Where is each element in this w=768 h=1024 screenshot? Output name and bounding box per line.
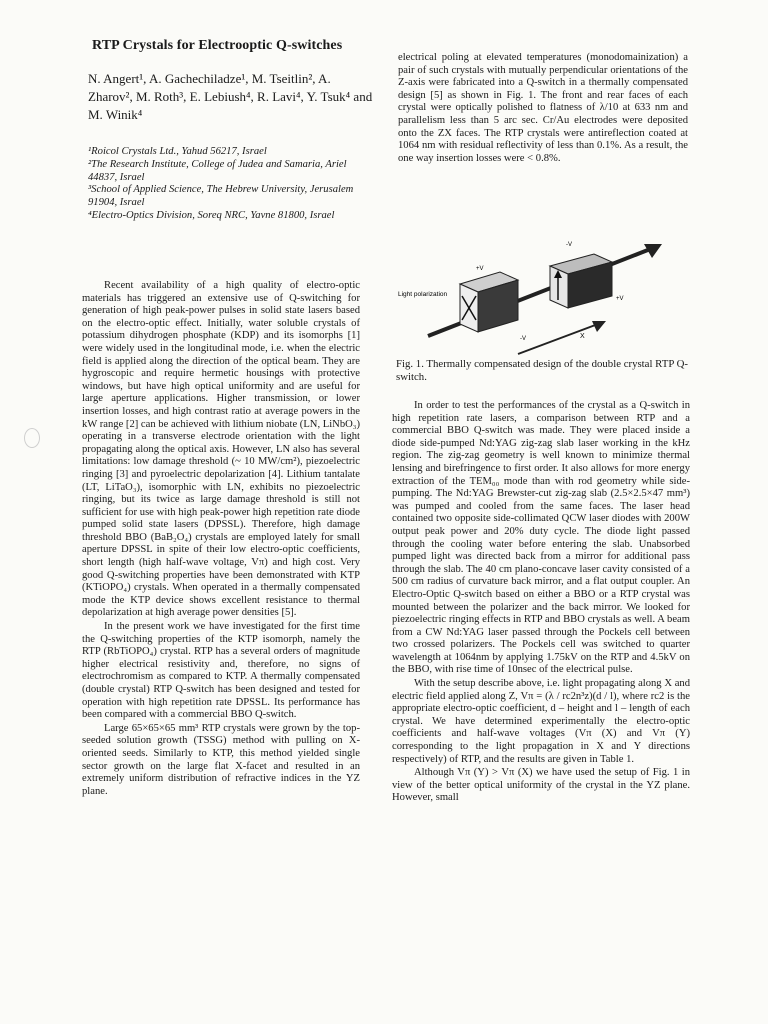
scan-mark	[24, 428, 40, 448]
minus-v-label: -V	[566, 242, 572, 248]
affiliation-3: ³School of Applied Science, The Hebrew University, Jerusalem 91904, Israel	[88, 184, 354, 209]
body-paragraph: Although Vπ (Y) > Vπ (X) we have used the setup of Fig. 1 in view of the better optical uniformity of the crystal in the YZ plane. However, small	[392, 767, 690, 804]
body-paragraph: Large 65×65×65 mm³ RTP crystals were grown by the top-seeded solution growth (TSSG) method with pulling on X-oriented seeds. Similarly to KTP, this method yielded single sector growth on the large flat X-facet and resulted in an extremely uniform distribution of refractive indices in the YZ plane.	[82, 722, 360, 797]
body-paragraph: In the present work we have investigated for the first time the Q-switching properties of the KTP isomorph, namely the RTP (RbTiOPO₄) crystal. RTP has a several orders of magnitude higher electrical resistivity and, therefore, no signs of electrochromism as compared to KTP. A thermally compensated (double crystal) RTP Q-switch has been designed and tested for operation with high repetition rate DPSSL. Its performance has been compared with a commercial BBO Q-switch.	[82, 621, 360, 721]
right-column-top	[398, 52, 688, 165]
left-column-body	[82, 280, 360, 798]
author-list: N. Angert¹, A. Gachechiladze¹, M. Tseitlin², A. Zharov², M. Roth³, E. Lebiush⁴, R. Lavi⁴, Y. Tsuk⁴ and M. Winik⁴	[88, 71, 373, 122]
crystal-1	[460, 272, 518, 332]
right-column-body	[392, 400, 690, 805]
light-polarization-label: Light polarization	[398, 291, 448, 298]
x-label: X	[580, 333, 585, 340]
body-paragraph: electrical poling at elevated temperatures (monodomainization) a pair of such crystals with mutually perpendicular orientations of the Z-axis were fabricated into a Q-switch in a thermally compensated design [5] as shown in Fig. 1. The front and rear faces of each crystal were optically polished to flatness of λ/10 at 633 nm and parallelism less than 5 arc sec. Cr/Au electrodes were deposited onto the ZX faces. The RTP crystals were antireflection coated at 1064 nm with residual reflectivity of less than 0.1%. As a result, the one way insertion losses were < 0.8%.	[398, 52, 688, 164]
figure-1-diagram	[398, 236, 698, 364]
affiliation-2: ²The Research Institute, College of Judea and Samaria, Ariel 44837, Israel	[88, 158, 347, 183]
affiliation-4: ⁴Electro-Optics Division, Soreq NRC, Yavne 81800, Israel	[88, 209, 335, 221]
affiliation-list	[88, 146, 373, 223]
plus-v-label: +V	[476, 266, 484, 272]
body-paragraph: Recent availability of a high quality of electro-optic materials has triggered an extensive use of Q-switching for generation of high peak-power pulses in solid state lasers based on the electro-optic effect. Initially, water soluble crystals of potassium dihydrogen phosphate (KDP) and its isomorphs [1] were widely used in the longitudinal mode, i.e. when the electric field is applied along the direction of the optical beam. They are hygroscopic and require hermetic housings with protective windows, but have high optical uniformity and are useful for large aperture applications. Higher transmission, or lower insertion losses, and high contrast ratio at average powers in the kW range [2] can be achieved with lithium niobate (LN, LiNbO₃) operating in a transverse electrode orientation with the light propagating along the optical axis. However, LN also has several limitations: low damage threshold (~ 10 MW/cm²), piezoelectric ringing [3] and pyroelectric depolarization [4]. Lithium tantalate (LT, LiTaO₃), isomorphic with LN, exhibits no piezoelectric ringing, but its twice as large damage threshold is still not sufficient for use with high peak-power high repetition rate diode pumped solid state lasers (DPSSL). Therefore, high damage threshold BBO (BaB₂O₄) crystals are employed lately for small aperture DPSSL in spite of their low electro-optic coefficients, short length (high half-wave voltage, Vπ) and high cost. Very good Q-switching properties have been demonstrated with KTP (KTiOPO₄) crystals. When operated in a thermally compensated mode the KTP device shows excellent resistance to thermal depolarization at high average power densities [5].	[82, 280, 360, 619]
minus-v-label: -V	[520, 336, 526, 342]
affiliation-1: ¹Roicol Crystals Ltd., Yahud 56217, Israel	[88, 146, 267, 157]
body-paragraph: With the setup describe above, i.e. light propagating along X and electric field applied along Z, Vπ = (λ / rc2n³z)(d / l), where rc2 is the appropriate electro-optic coefficient, d – height and l – length of each crystal. We have determined experimentally the electro-optic coefficients and half-wave voltages (Vπ (X) and Vπ (Y) corresponding to the light propagation in X and Y directions respectively) of RTP, and the results are given in Table 1.	[392, 678, 690, 765]
crystal-2	[550, 254, 612, 308]
x-axis-arrow	[518, 324, 598, 354]
paper-title: RTP Crystals for Electrooptic Q-switches	[92, 38, 343, 53]
body-paragraph: In order to test the performances of the crystal as a Q-switch in high repetition rate lasers, a comparison between RTP and a commercial BBO Q-switch was made. They were placed inside a diode side-pumped Nd:YAG zig-zag slab laser working in the kHz region. The zig-zag geometry is well known to minimize thermal lensing and birefringence to first order. It also allows for more energy extraction of the TEM₀₀ mode than with rod geometry while side-pumping. The Nd:YAG Brewster-cut zig-zag slab (2.5×2.5×47 mm³) was pumped and cooled from the same faces. The laser head contained two opposite side-collimated QCW laser diodes with 200W output peak power and 20% duty cycle. The diode light passed through the cooling water before entering the slab. Unabsorbed pumped light was directed back from a mirror for additional pass through the slab. The 40 cm plano-concave laser cavity consisted of a 500 cm radius of curvature back mirror, and a flat output coupler. An Electro-Optic Q-switch based on either a BBO or a RTP crystal was mounted between the polarizer and the back mirror. We looked for piezoelectric ringing effects in RTP and BBO crystals as well. A beam from a CW Nd:YAG laser passed through the Pockels cell between two crossed polarizers. The Pockels cell was switched to quarter wavelength at 1064nm by applying 1.75kV on the RTP and 4.5kV on the BBO, with rise time of 10nsec of the electrical pulse.	[392, 400, 690, 676]
q-switch-illustration	[398, 236, 698, 364]
figure-1-caption: Fig. 1. Thermally compensated design of the double crystal RTP Q-switch.	[396, 358, 689, 383]
plus-v-label: +V	[616, 296, 624, 302]
